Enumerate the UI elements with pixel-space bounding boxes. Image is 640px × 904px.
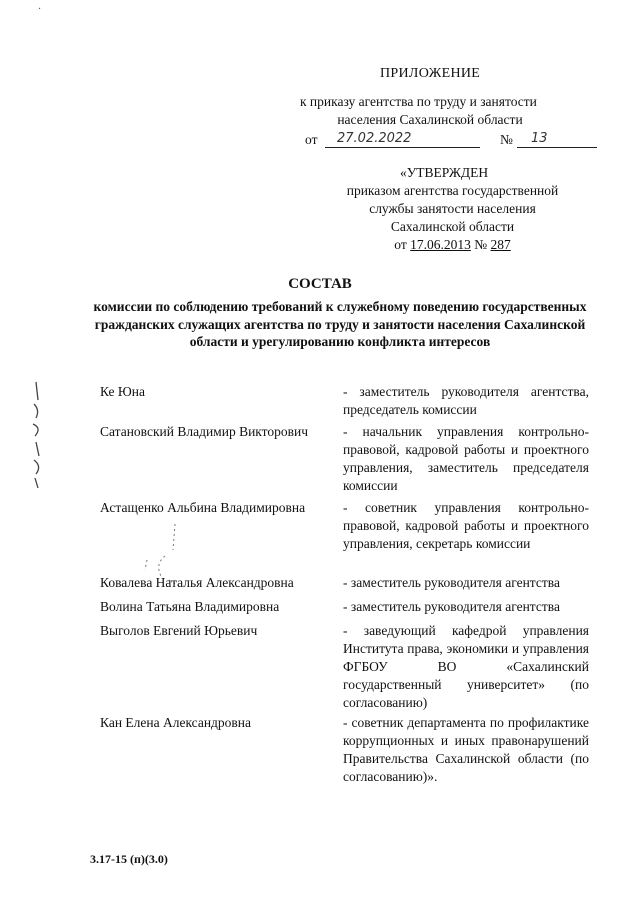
- approved-date-line: [330, 236, 575, 254]
- member-name: Ковалева Наталья Александровна: [100, 575, 294, 590]
- member-role: - заместитель руководителя агентства: [343, 575, 560, 590]
- member-name: Астащенко Альбина Владимировна: [100, 500, 306, 515]
- approved-title: «УТВЕРЖДЕН: [400, 165, 489, 180]
- member-name: Волина Татьяна Владимировна: [100, 599, 280, 614]
- appendix-date-row: [305, 131, 605, 153]
- appendix-line-region: населения Сахалинской области: [337, 112, 523, 127]
- handwritten-date: 27.02.2022: [337, 131, 412, 146]
- margin-signature-mark: [30, 380, 52, 490]
- from-label: от: [305, 132, 318, 147]
- member-role: - советник управления контрольно-правовой, кадровой работы и проектного управления, секретарь комиссии: [343, 500, 589, 551]
- number-underline: [517, 131, 597, 148]
- member-role: - начальник управления контрольно-правовой, кадровой работы и проектного управления, заместитель председателя комиссии: [343, 424, 589, 493]
- member-name: Выголов Евгений Юрьевич: [100, 623, 258, 638]
- approved-line2: службы занятости населения: [369, 201, 536, 216]
- member-role: - заместитель руководителя агентства, председатель комиссии: [343, 384, 589, 417]
- document-code: 3.17-15 (п)(3.0): [90, 852, 168, 866]
- document-subtitle: комиссии по соблюдению требований к служебному поведению государственных гражданских служащих агентства по труду и занятости населения Сахалинской области и урегулированию конфликта интересов: [93, 299, 587, 349]
- member-name: Ке Юна: [100, 384, 145, 399]
- member-role: - советник департамента по профилактике коррупционных и иных правонарушений Правительства Сахалинской области (по согласованию)».: [343, 715, 589, 784]
- scan-artifact-mark: ·: [38, 4, 42, 15]
- member-role: - заведующий кафедрой управления Института права, экономики и управления ФГБОУ ВО «Сахалинский государственный университет» (по согласованию): [343, 623, 589, 710]
- appendix-title: ПРИЛОЖЕНИЕ: [380, 66, 481, 81]
- appendix-line-order: к приказу агентства по труду и занятости: [300, 94, 537, 109]
- document-title: СОСТАВ: [288, 276, 352, 292]
- handwritten-number: 13: [531, 131, 548, 146]
- approved-number: 287: [490, 237, 511, 252]
- approved-date-prefix: от: [394, 237, 407, 252]
- approved-date: 17.06.2013: [410, 237, 471, 252]
- number-label: №: [500, 132, 513, 147]
- member-name: Сатановский Владимир Викторович: [100, 424, 309, 439]
- approved-number-prefix: №: [474, 237, 488, 252]
- approved-line1: приказом агентства государственной: [346, 183, 559, 198]
- member-name: Кан Елена Александровна: [100, 715, 252, 730]
- member-role: - заместитель руководителя агентства: [343, 599, 560, 614]
- approved-line3: Сахалинской области: [390, 219, 515, 234]
